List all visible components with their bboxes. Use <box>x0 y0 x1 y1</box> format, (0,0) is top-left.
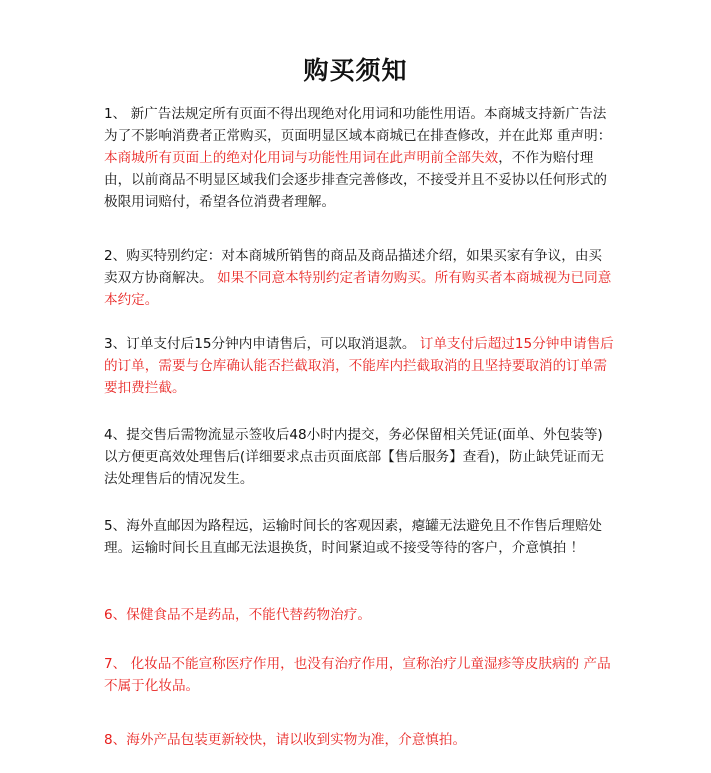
notice-item-6 <box>104 604 614 626</box>
notice-8-highlight: 8、海外产品包装更新较快，请以收到实物为准，介意慎拍。 <box>104 732 467 748</box>
notice-3-text: 3、订单支付后15分钟内申请售后，可以取消退款。 <box>104 336 420 352</box>
notice-4-text: 4、提交售后需物流显示签收后48小时内提交，务必保留相关凭证(面单、外包装等)以方便更高效处理售后(详细要求点击页面底部【售后服务】查看)，防止缺凭证而无法处理售后的情况发生。 <box>104 427 604 487</box>
notice-item-8 <box>104 729 614 751</box>
notice-3-highlight: 订单支付后超过15分钟申请售后的订单，需要与仓库确认能否拦截取消，不能库内拦截取消的且坚持要取消的订单需要扣费拦截。 <box>104 336 614 396</box>
notice-5-text: 5、海外直邮因为路程远，运输时间长的客观因素，瘪罐无法避免且不作售后理赔处理。运输时间长且直邮无法退换货，时间紧迫或不接受等待的客户，介意慎拍 ！ <box>104 518 603 556</box>
notice-7-highlight: 7、 化妆品不能宣称医疗作用，也没有治疗作用，宣称治疗儿童湿疹等皮肤病的 产品不属于化妆品。 <box>104 656 611 694</box>
notice-1-text: 1、 新广告法规定所有页面不得出现绝对化用词和功能性用语。本商城支持新广告法为了不影响消费者正常购买，页面明显区域本商城已在排查修改，并在此郑 重声明： <box>104 106 612 144</box>
notice-2-highlight: 如果不同意本特别约定者请勿购买。所有购买者本商城视为已同意本约定。 <box>104 270 612 308</box>
notice-item-1 <box>104 103 614 213</box>
notice-1-text-continued: ，不作为赔付理由，以前商品不明显区域我们会逐步排查完善修改，不接受并且不妥协以任何形式的极限用词赔付，希望各位消费者理解。 <box>104 150 607 210</box>
page-title: 购买须知 <box>303 56 408 85</box>
notice-item-4 <box>104 424 614 490</box>
notice-6-highlight: 6、保健食品不是药品，不能代替药物治疗。 <box>104 607 371 623</box>
notice-item-5 <box>104 515 614 559</box>
notice-item-3 <box>104 333 614 399</box>
notice-1-highlight: 本商城所有页面上的绝对化用词与功能性用词在此声明前全部失效 <box>104 150 499 166</box>
notice-item-7 <box>104 653 614 697</box>
notice-2-text: 2、购买特别约定：对本商城所销售的商品及商品描述介绍，如果买家有争议，由买卖双方协商解决。 <box>104 248 603 286</box>
notice-item-2 <box>104 245 614 311</box>
